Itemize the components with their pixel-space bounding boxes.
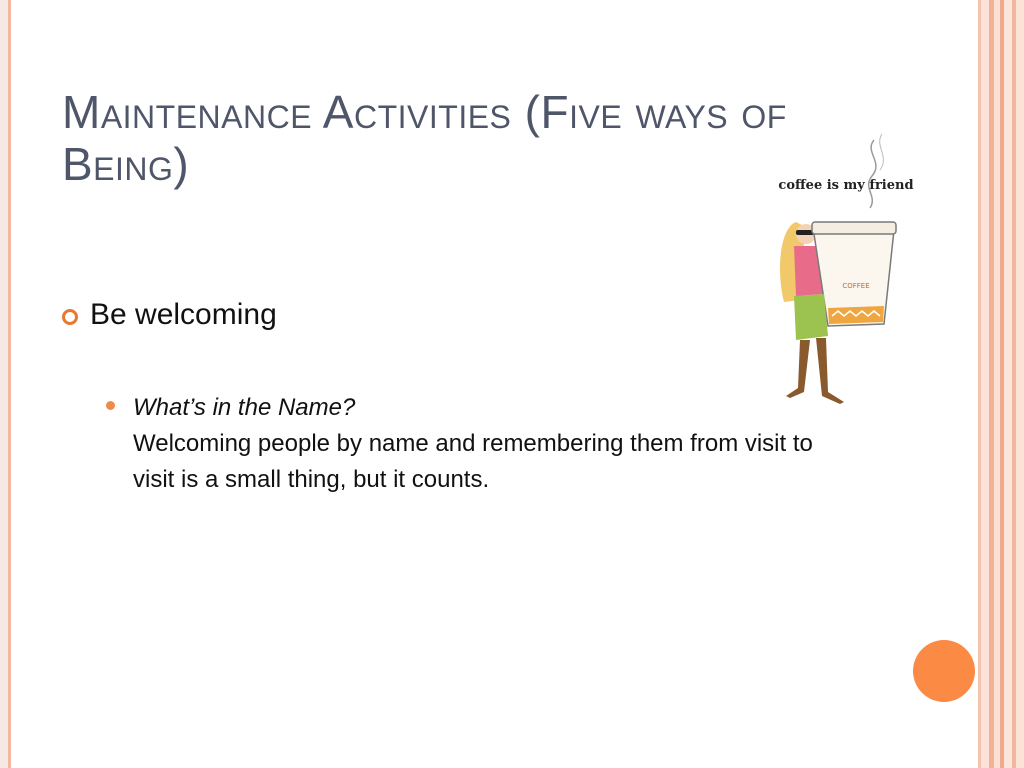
illustration-caption: coffee is my friend — [778, 178, 914, 193]
bullet-2-body — [133, 390, 826, 498]
ring-bullet-icon — [62, 309, 78, 325]
cup-lid-shape — [812, 222, 896, 234]
left-boot-shape — [786, 340, 810, 398]
bullet-2-text: Welcoming people by name and remembering them from visit to visit is a small thing, but it counts. — [133, 430, 813, 493]
steam-icon — [869, 140, 876, 208]
bullet-level-1 — [62, 298, 277, 332]
bullet-2-heading: What’s in the Name? — [133, 394, 356, 421]
coffee-girl-illustration — [766, 130, 926, 410]
decor-stripe — [981, 0, 989, 768]
cup-label: COFFEE — [842, 282, 870, 290]
cup-band-shape — [828, 306, 884, 324]
green-skirt-shape — [794, 294, 828, 340]
right-boot-shape — [816, 338, 844, 404]
dot-bullet-icon — [106, 401, 115, 410]
bullet-level-2 — [106, 390, 826, 498]
decor-stripe — [1016, 0, 1024, 768]
decor-stripe — [1004, 0, 1012, 768]
slide-title: Maintenance Activities (Five ways of Being) — [62, 86, 787, 190]
bullet-1-text: Be welcoming — [90, 298, 277, 331]
steam-icon — [880, 134, 884, 170]
orange-circle-decoration — [913, 640, 975, 702]
